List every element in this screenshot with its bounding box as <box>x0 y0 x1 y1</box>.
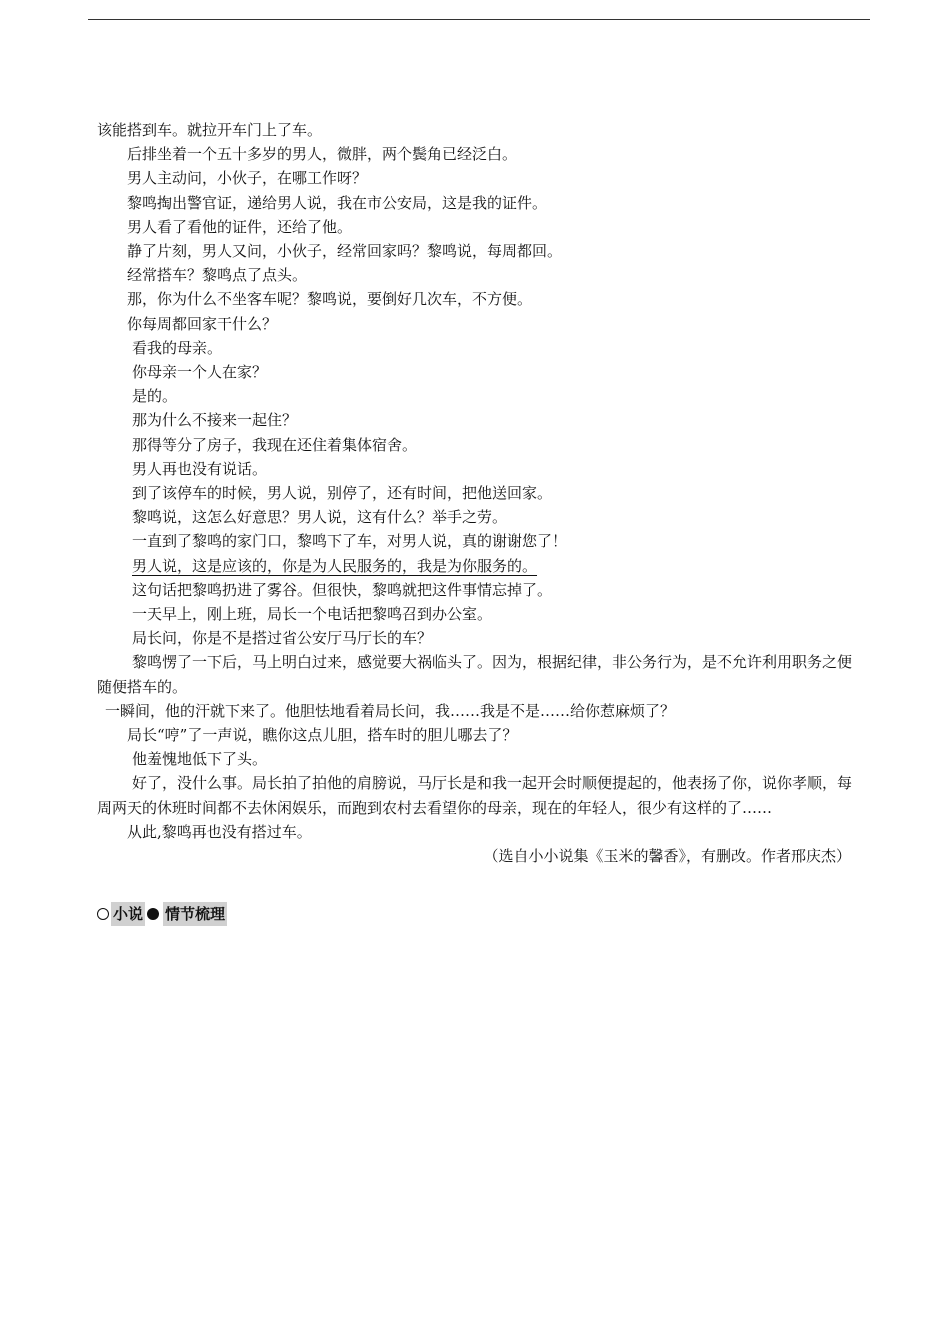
story-paragraph: 看我的母亲。 <box>132 338 223 357</box>
story-paragraph: 黎鸣愣了一下后，马上明白过来，感觉要大祸临头了。因为，根据纪律，非公务行为，是不允许利用职务之便随便搭车的。 <box>97 653 853 696</box>
story-paragraph: 他羞愧地低下了头。 <box>132 750 268 769</box>
story-paragraph: 黎鸣说，这怎么好意思？男人说，这有什么？举手之劳。 <box>132 508 508 527</box>
story-paragraph: 男人主动问，小伙子，在哪工作呀？ <box>127 169 368 188</box>
story-paragraph: 是的。 <box>132 387 178 406</box>
story-body <box>97 118 857 868</box>
section-heading-part2: 情节梳理 <box>163 902 227 926</box>
story-paragraph: 那为什么不接来一起住？ <box>132 411 298 430</box>
key-sentence-text: 男人说，这是应该的，你是为人民服务的，我是为你服务的。 <box>132 556 538 575</box>
underlined-key-sentence <box>97 554 857 578</box>
source-citation: （选自小小说集《玉米的馨香》，有删改。作者邢庆杰） <box>483 847 851 866</box>
story-paragraph: 黎鸣掏出警官证，递给男人说，我在市公安局，这是我的证件。 <box>127 193 548 212</box>
filled-circle-icon <box>147 908 159 920</box>
story-paragraph: 男人再也没有说话。 <box>132 459 268 478</box>
story-paragraph: 你每周都回家干什么？ <box>127 314 278 333</box>
story-paragraph: 该能搭到车。就拉开车门上了车。 <box>97 121 323 139</box>
story-paragraph: 一瞬间，他的汗就下来了。他胆怯地看着局长问，我……我是不是……给你惹麻烦了？ <box>105 701 676 720</box>
story-paragraph: 这句话把黎鸣扔进了雾谷。但很快，黎鸣就把这件事情忘掉了。 <box>132 580 553 599</box>
story-paragraph: 后排坐着一个五十多岁的男人，微胖，两个鬓角已经泛白。 <box>127 145 518 164</box>
open-circle-icon <box>97 908 109 920</box>
story-paragraph: 局长“哼”了一声说，瞧你这点儿胆，搭车时的胆儿哪去了？ <box>127 726 518 745</box>
story-paragraph: 男人看了看他的证件，还给了他。 <box>127 217 353 236</box>
story-paragraph: 你母亲一个人在家？ <box>132 363 268 382</box>
story-paragraph: 经常搭车？黎鸣点了点头。 <box>127 266 308 285</box>
story-paragraph: 一天早上，刚上班，局长一个电话把黎鸣召到办公室。 <box>132 605 493 624</box>
story-paragraph: 好了，没什么事。局长拍了拍他的肩膀说，马厅长是和我一起开会时顺便提起的，他表扬了你，说你孝顺，每周两天的休班时间都不去休闲娱乐，而跑到农村去看望你的母亲，现在的年轻人，很少有这样的了…… <box>97 774 853 817</box>
header-rule <box>88 19 870 20</box>
story-paragraph: 到了该停车的时候，男人说，别停了，还有时间，把他送回家。 <box>132 484 553 503</box>
story-paragraph: 局长问，你是不是搭过省公安厅马厅长的车？ <box>132 629 433 648</box>
story-paragraph: 一直到了黎鸣的家门口，黎鸣下了车，对男人说，真的谢谢您了！ <box>132 532 568 551</box>
story-paragraph: 那得等分了房子，我现在还住着集体宿舍。 <box>132 435 418 454</box>
section-heading <box>97 902 227 926</box>
story-paragraph: 从此,黎鸣再也没有搭过车。 <box>127 822 312 841</box>
story-paragraph: 静了片刻，男人又问，小伙子，经常回家吗？黎鸣说，每周都回。 <box>127 242 563 261</box>
story-paragraph: 那，你为什么不坐客车呢？黎鸣说，要倒好几次车，不方便。 <box>127 290 533 309</box>
section-heading-part1: 小说 <box>111 902 145 926</box>
